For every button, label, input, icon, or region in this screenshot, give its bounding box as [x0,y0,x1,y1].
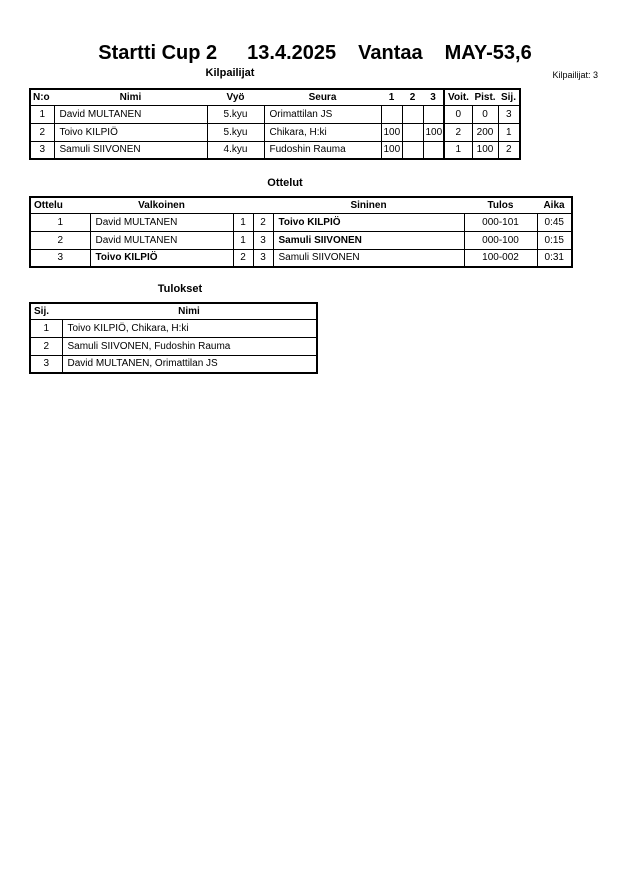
results-table [29,302,318,374]
belt-cell: 4.kyu [207,141,264,159]
col-header-match3: 3 [423,89,444,105]
score-cell: 000-100 [464,231,537,249]
match-no-cell: 3 [30,249,90,267]
score-cell: 100-002 [464,249,537,267]
blue-no-cell: 2 [253,213,273,231]
col-header-white: Valkoinen [90,197,233,213]
match1-cell: 100 [381,123,402,141]
col-header-match2: 2 [402,89,423,105]
tournament-date: 13.4.2025 [247,42,337,64]
match2-cell [402,123,423,141]
competitors-header-row [30,89,520,105]
name-cell: David MULTANEN [54,105,207,123]
match1-cell: 100 [381,141,402,159]
name-cell: David MULTANEN, Orimattilan JS [62,355,317,373]
match-no-cell: 2 [30,231,90,249]
competitor-row [30,141,520,159]
match-row [30,213,572,231]
col-header-blue-no [253,197,273,213]
points-cell: 100 [472,141,498,159]
place-cell: 3 [30,355,62,373]
result-row [30,337,317,355]
matches-table [29,196,573,268]
col-header-name: Nimi [54,89,207,105]
club-cell: Chikara, H:ki [264,123,381,141]
result-row [30,319,317,337]
blue-no-cell: 3 [253,249,273,267]
place-cell: 2 [30,337,62,355]
blue-name-cell: Samuli SIIVONEN [273,249,464,267]
place-cell: 3 [498,105,520,123]
competitor-count-label: Kilpailijat: 3 [552,70,598,80]
club-cell: Orimattilan JS [264,105,381,123]
time-cell: 0:45 [537,213,572,231]
results-header-row [30,303,317,319]
col-header-name: Nimi [62,303,317,319]
match3-cell: 100 [423,123,444,141]
col-header-match-no: Ottelu [30,197,90,213]
no-cell: 2 [30,123,54,141]
col-header-place: Sij. [30,303,62,319]
col-header-belt: Vyö [207,89,264,105]
col-header-time: Aika [537,197,572,213]
match3-cell [423,141,444,159]
name-cell: Toivo KILPIÖ, Chikara, H:ki [62,319,317,337]
matches-header-row [30,197,572,213]
name-cell: Samuli SIIVONEN, Fudoshin Rauma [62,337,317,355]
no-cell: 1 [30,105,54,123]
col-header-match1: 1 [381,89,402,105]
match2-cell [402,105,423,123]
white-no-cell: 2 [233,249,253,267]
name-cell: Toivo KILPIÖ [54,123,207,141]
place-cell: 1 [30,319,62,337]
match-no-cell: 1 [30,213,90,231]
belt-cell: 5.kyu [207,123,264,141]
match2-cell [402,141,423,159]
wins-cell: 2 [444,123,472,141]
page-title [0,42,630,65]
competitors-table [29,88,521,160]
white-no-cell: 1 [233,213,253,231]
col-header-points: Pist. [472,89,498,105]
results-section-heading: Tulokset [157,283,203,295]
points-cell: 0 [472,105,498,123]
col-header-score: Tulos [464,197,537,213]
blue-name-cell: Toivo KILPIÖ [273,213,464,231]
no-cell: 3 [30,141,54,159]
time-cell: 0:15 [537,231,572,249]
competitors-section-heading: Kilpailijat [205,67,255,79]
blue-name-cell: Samuli SIIVONEN [273,231,464,249]
points-cell: 200 [472,123,498,141]
tournament-location: Vantaa [358,42,423,64]
belt-cell: 5.kyu [207,105,264,123]
time-cell: 0:31 [537,249,572,267]
name-cell: Samuli SIIVONEN [54,141,207,159]
white-name-cell: David MULTANEN [90,231,233,249]
col-header-place: Sij. [498,89,520,105]
club-cell: Fudoshin Rauma [264,141,381,159]
place-cell: 1 [498,123,520,141]
result-row [30,355,317,373]
wins-cell: 1 [444,141,472,159]
weight-category: MAY-53,6 [444,42,532,64]
match3-cell [423,105,444,123]
match1-cell [381,105,402,123]
col-header-white-no [233,197,253,213]
competitor-row [30,123,520,141]
col-header-wins: Voit. [444,89,472,105]
wins-cell: 0 [444,105,472,123]
col-header-no: N:o [30,89,54,105]
tournament-name: Startti Cup 2 [98,42,218,64]
col-header-blue: Sininen [273,197,464,213]
white-no-cell: 1 [233,231,253,249]
white-name-cell: Toivo KILPIÖ [90,249,233,267]
match-row [30,231,572,249]
blue-no-cell: 3 [253,231,273,249]
score-cell: 000-101 [464,213,537,231]
col-header-club: Seura [264,89,381,105]
competitor-row [30,105,520,123]
match-row [30,249,572,267]
place-cell: 2 [498,141,520,159]
matches-section-heading: Ottelut [267,177,303,189]
white-name-cell: David MULTANEN [90,213,233,231]
